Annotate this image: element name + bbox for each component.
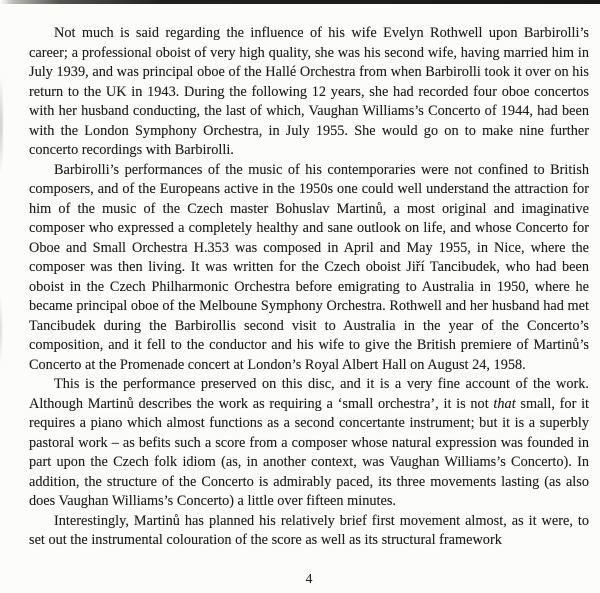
page-number: 4 xyxy=(305,571,313,586)
text-segment: This is the performance preserved on this disc, and it is a very fine account of the work. Although Martinů describes the work as requiring a ‘small orchestra’, it is not xyxy=(29,376,589,412)
paragraph xyxy=(29,375,589,512)
liner-notes-text xyxy=(29,24,589,551)
scan-top-edge-artifact xyxy=(0,0,600,4)
text-segment: small, for it requires a piano which almost functions as a second concertante instrument; but it is a superbly pastoral work – as befits such a score from a composer whose natural expression was founded in part upon the Czech folk idiom (as, in another context, was Vaughan Williams’s Concerto). In addition, the structure of the Concerto is admirably paced, its three movements lasting (as also does Vaughan Williams’s Concerto) a little over fifteen minutes. xyxy=(29,395,590,509)
text-segment: Interestingly, Martinů has planned his relatively brief first movement almost, as it were, to set out the instrumental colouration of the score as well as its structural framework xyxy=(29,512,589,548)
italic-text-segment: that xyxy=(493,395,516,412)
text-segment: Not much is said regarding the influence of his wife Evelyn Rothwell upon Barbirolli’s career; a professional oboist of very high quality, she was his second wife, having married him in July 1939, and was principal oboe of the Hallé Orchestra from when Barbirolli took it over on his return to the UK in 1943. During the following 12 years, she had recorded four oboe concertos with her husband conducting, the last of which, Vaughan Williams’s Concerto of 1944, had been with the London Symphony Orchestra, in July 1955. She would go on to make nine further concerto recordings with Barbirolli. xyxy=(29,25,589,158)
paragraph xyxy=(29,512,589,551)
scan-left-smudge xyxy=(0,75,4,175)
paragraph xyxy=(29,24,589,161)
paragraph xyxy=(29,161,589,376)
scan-left-smudge xyxy=(0,295,3,365)
text-segment: Barbirolli’s performances of the music of his contemporaries were not confined to British composers, and of the Europeans active in the 1950s one could well understand the attraction for him of the music of the Czech master Bohuslav Martinů, a most original and imaginative composer who expressed a completely healthy and sane outlook on life, and whose Concerto for Oboe and Small Orchestra H.353 was composed in April and May 1955, in Nice, where the composer was then living. It was written for the Czech oboist Jiří Tancibudek, who had been oboist in the Czech Philharmonic Orchestra before emigrating to Australia in 1950, where he became principal oboe of the Melboune Symphony Orchestra. Rothwell and her husband had met Tancibudek during the Barbirollis second visit to Australia in the year of the Concerto’s composition, and it fell to the conductor and his wife to give the British premiere of Martinů’s Concerto at the Promenade concert at London’s Royal Albert Hall on August 24, 1958. xyxy=(29,161,589,373)
